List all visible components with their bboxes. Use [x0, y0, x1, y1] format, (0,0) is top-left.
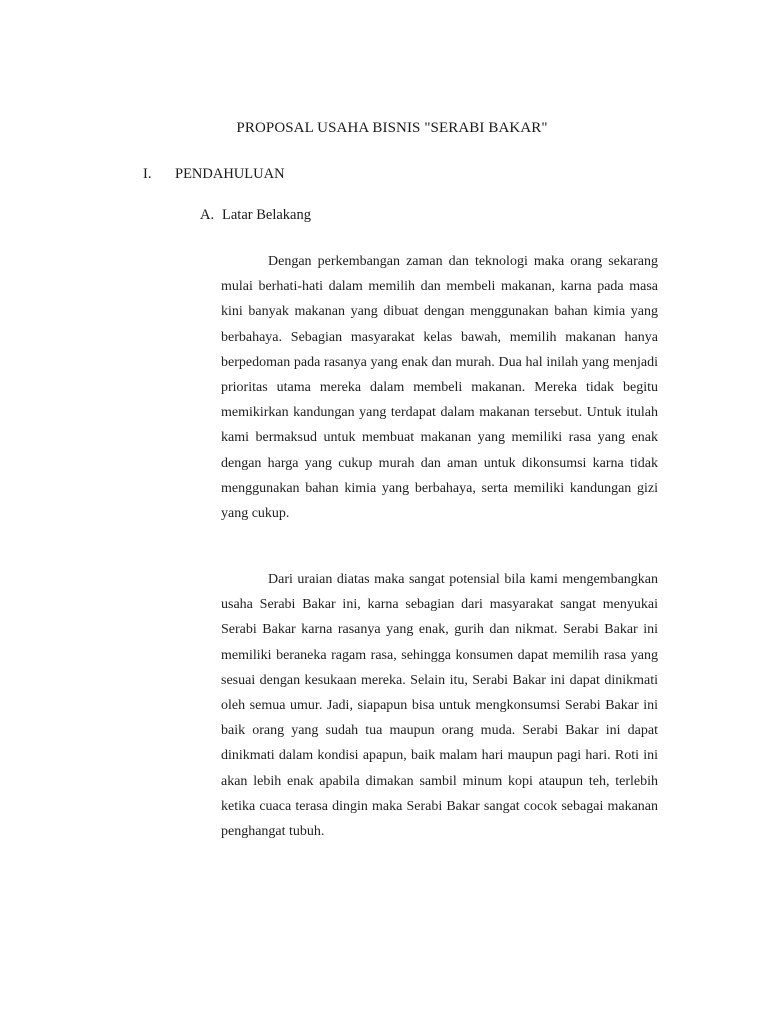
subsection-heading [200, 207, 311, 224]
body-paragraph: Dari uraian diatas maka sangat potensial bila kami mengembangkan usaha Serabi Bakar ini, karna sebagian dari masyarakat sangat menyukai Serabi Bakar karna rasanya yang enak, gurih dan nikmat. Serabi Bakar ini memiliki beraneka ragam rasa, sehingga konsumen dapat memilih rasa yang sesuai dengan kesukaan mereka. Selain itu, Serabi Bakar ini dapat dinikmati oleh semua umur. Jadi, siapapun bisa untuk mengkonsumsi Serabi Bakar ini baik orang yang sudah tua maupun orang muda. Serabi Bakar ini dapat dinikmati dalam kondisi apapun, baik malam hari maupun pagi hari. Roti ini akan lebih enak apabila dimakan sambil minum kopi ataupun teh, terlebih ketika cuaca terasa dingin maka Serabi Bakar sangat cocok sebagai makanan penghangat tubuh. [221, 572, 658, 840]
subsection-label: Latar Belakang [222, 207, 311, 223]
section-label: PENDAHULUAN [175, 166, 285, 182]
subsection-letter: A. [200, 207, 215, 223]
document-title: PROPOSAL USAHA BISNIS "SERABI BAKAR" [236, 120, 548, 136]
body-paragraph: Dengan perkembangan zaman dan teknologi maka orang sekarang mulai berhati-hati dalam memilih dan membeli makanan, karna pada masa kini banyak makanan yang dibuat dengan menggunakan bahan kimia yang berbahaya. Sebagian masyarakat kelas bawah, memilih makanan hanya berpedoman pada rasanya yang enak dan murah. Dua hal inilah yang menjadi prioritas utama mereka dalam membeli makanan. Mereka tidak begitu memikirkan kandungan yang terdapat dalam makanan tersebut. Untuk itulah kami bermaksud untuk membuat makanan yang memiliki rasa yang enak dengan harga yang cukup murah dan aman untuk dikonsumsi karna tidak menggunakan bahan kimia yang berbahaya, serta memiliki kandungan gizi yang cukup. [221, 254, 658, 522]
section-number: I. [143, 166, 152, 182]
